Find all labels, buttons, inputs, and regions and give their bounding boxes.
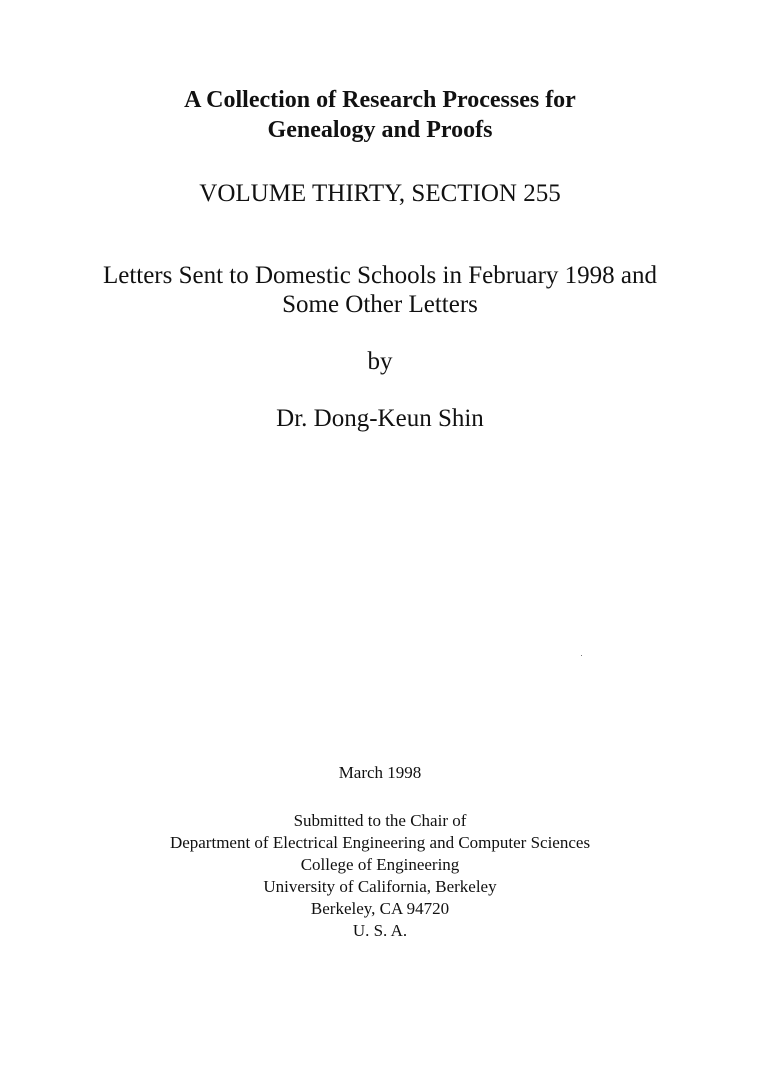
department-line: Department of Electrical Engineering and Computer Sciences — [169, 833, 591, 852]
subtitle-line-1: Letters Sent to Domestic Schools in February 1998 and — [102, 262, 658, 289]
title-line-2: Genealogy and Proofs — [267, 117, 493, 143]
by-label: by — [367, 348, 393, 375]
scan-speck — [581, 655, 582, 656]
city-line: Berkeley, CA 94720 — [310, 899, 450, 918]
subtitle-line-2: Some Other Letters — [282, 291, 478, 318]
volume-heading: VOLUME THIRTY, SECTION 255 — [199, 180, 561, 207]
country-line: U. S. A. — [352, 921, 408, 940]
author-name: Dr. Dong-Keun Shin — [276, 405, 484, 432]
title-line-1: A Collection of Research Processes for — [184, 87, 576, 113]
college-line: College of Engineering — [300, 855, 460, 874]
university-line: University of California, Berkeley — [263, 877, 497, 896]
publication-date: March 1998 — [338, 763, 422, 782]
submitted-to-line: Submitted to the Chair of — [293, 811, 467, 830]
